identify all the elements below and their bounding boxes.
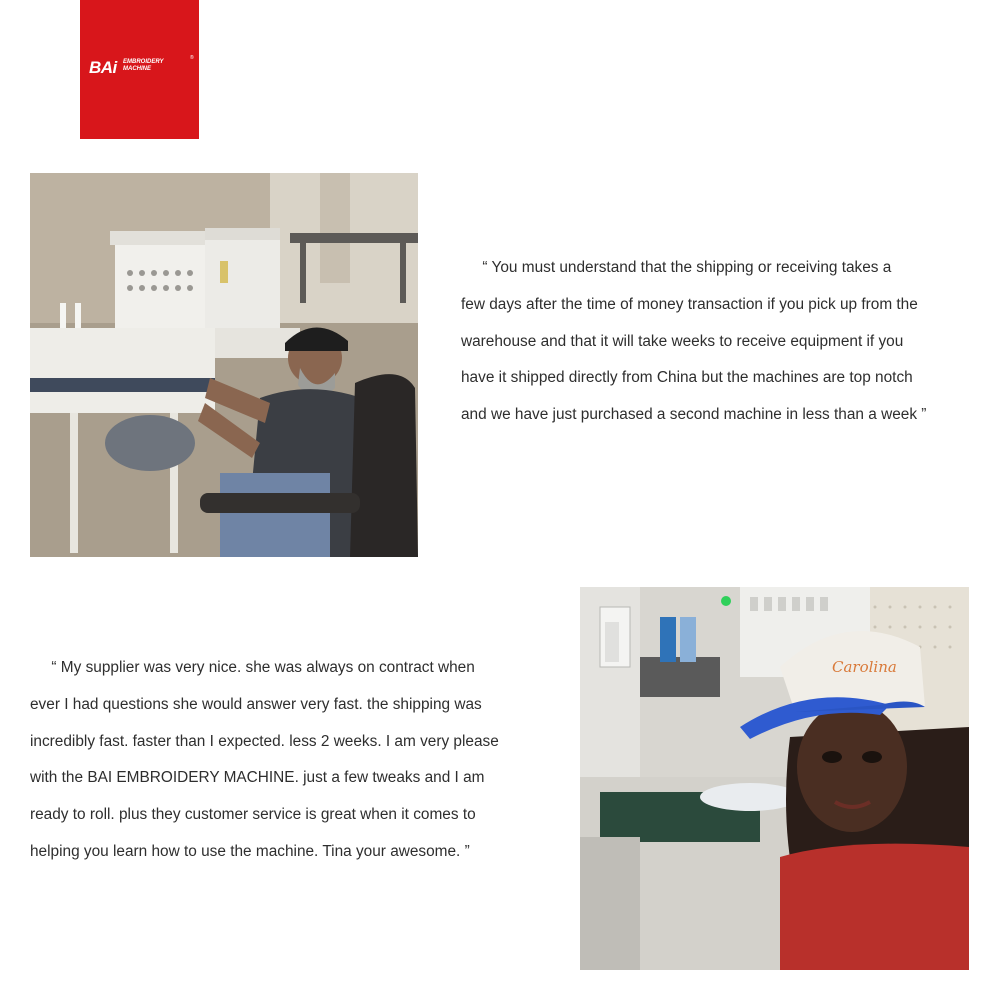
brand-logo: [80, 0, 199, 139]
quote-line: “ You must understand that the shipping or receiving takes a: [461, 259, 892, 276]
quote-line: have it shipped directly from China but the machines are top notch: [461, 369, 913, 387]
logo-registered: ®: [190, 55, 194, 61]
testimonial-quote-2: [30, 650, 499, 871]
logo-line1: EMBROIDERY: [123, 59, 164, 65]
quote-line: “ My supplier was very nice. she was always on contract when: [30, 659, 475, 676]
logo-line2: MACHINE: [123, 66, 151, 72]
selfie-photo-illustration: [580, 587, 969, 970]
customer-photo-workshop: [30, 173, 418, 557]
quote-line: and we have just purchased a second machine in less than a week ”: [461, 406, 927, 424]
quote-line: few days after the time of money transaction if you pick up from the: [461, 295, 918, 313]
quote-line: incredibly fast. faster than I expected. less 2 weeks. I am very please: [30, 732, 499, 750]
logo-subtitle: [123, 59, 164, 73]
logo-mark: BAi: [89, 58, 117, 77]
hat-embroidered-text: Carolina: [832, 658, 897, 676]
quote-line: warehouse and that it will take weeks to receive equipment if you: [461, 332, 904, 350]
customer-photo-selfie: [580, 587, 969, 970]
quote-line: helping you learn how to use the machine. Tina your awesome. ”: [30, 842, 470, 860]
quote-line: with the BAI EMBROIDERY MACHINE. just a few tweaks and I am: [30, 769, 485, 787]
workshop-photo-illustration: [30, 173, 418, 557]
quote-line: ready to roll. plus they customer service is great when it comes to: [30, 806, 476, 824]
quote-line: ever I had questions she would answer very fast. the shipping was: [30, 695, 482, 713]
testimonial-quote-1: [461, 250, 926, 434]
